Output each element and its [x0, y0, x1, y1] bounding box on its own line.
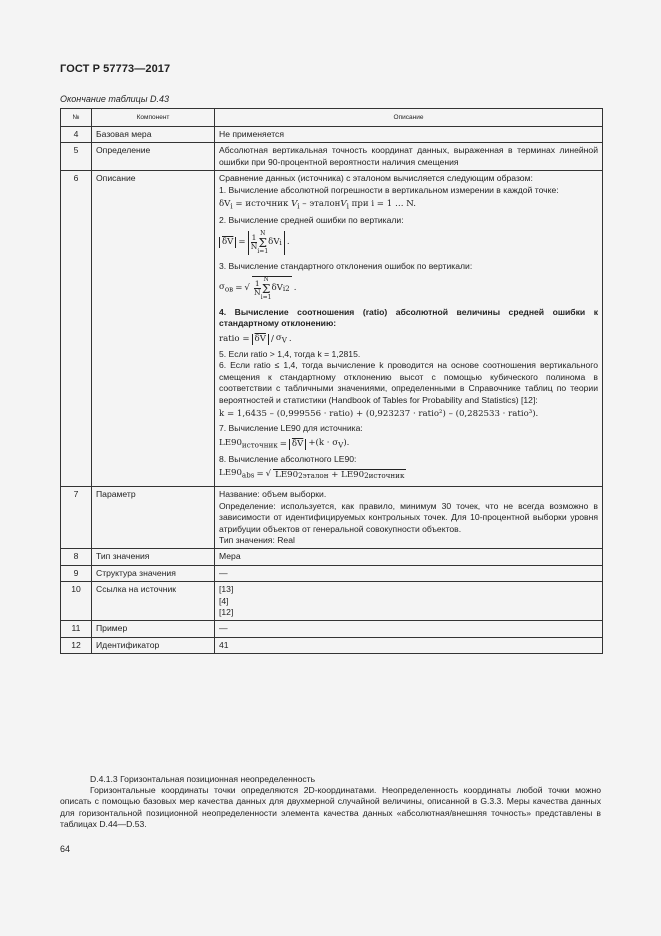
table-row	[61, 171, 603, 487]
row-component: Структура значения	[92, 565, 215, 581]
table-row	[61, 143, 603, 171]
table-row	[61, 621, 603, 637]
algo-step-2: 2. Вычисление средней ошибки по вертикали:	[219, 215, 404, 226]
param-type: Тип значения: Real	[219, 535, 295, 546]
table-header-row	[61, 109, 603, 127]
table-row	[61, 487, 603, 549]
table-caption: Окончание таблицы D.43	[60, 94, 169, 104]
algo-step-3: 3. Вычисление стандартного отклонения ошибок по вертикали:	[219, 260, 473, 271]
row-component: Описание	[92, 171, 215, 487]
algo-step-7: 7. Вычисление LE90 для источника:	[219, 423, 363, 434]
row-num: 5	[61, 143, 92, 171]
section-heading: D.4.1.3 Горизонтальная позиционная неопределенность	[90, 774, 316, 784]
param-name: Название: объем выборки.	[219, 489, 327, 500]
table-row	[61, 549, 603, 565]
section-text	[60, 774, 601, 830]
row-num: 6	[61, 171, 92, 487]
row-description-refs	[215, 582, 603, 621]
header-num: №	[61, 109, 92, 127]
table-row	[61, 565, 603, 581]
standard-header: ГОСТ Р 57773—2017	[60, 63, 171, 75]
ref-item: [13]	[219, 584, 234, 595]
row-component: Идентификатор	[92, 637, 215, 653]
row-description: Не применяется	[215, 127, 603, 143]
algo-step-4: 4. Вычисление соотношения (ratio) абсолютной величины средней ошибки к стандартному отклонению:	[219, 306, 598, 329]
section-paragraph: Горизонтальные координаты точки определяются 2D-координатами. Неопределенность координаты любой точки можно описать с помощью базовых мер качества данных для двухмерной случайной величины, описанной в G.3.3. Меры качества данных для горизонтальной позиционной неопределенности элемента качества данных «абсолютная/внешняя точность» представлены в таблицах D.44—D.53.	[60, 785, 601, 829]
param-definition: Определение: используется, как правило, минимум 30 точек, что не всегда возможно в зависимости от идентифицируемых контрольных точек. Для 10-процентной выборки уровня атрибуции объектов от генеральной совокупности объектов.	[219, 500, 598, 534]
row-num: 9	[61, 565, 92, 581]
row-num: 11	[61, 621, 92, 637]
page-number: 64	[60, 844, 71, 854]
formula-6: k = 1,6435 – (0,999556 · ratio) + (0,923237 · ratio²) – (0,282533 · ratio³).	[219, 408, 539, 419]
formula-2: $\overline{\delta V}$ = $\frac{1}{N}$ N Σ i=1 δV i .	[219, 231, 598, 255]
row-component: Определение	[92, 143, 215, 171]
formula-4: ratio = $\overline{\delta V}$ / $\sigma_V$ .	[219, 332, 292, 345]
row-description	[215, 487, 603, 549]
algo-intro: Сравнение данных (источника) с эталоном вычисляется следующим образом:	[219, 173, 533, 184]
formula-8: $LE90_{abs}$ = √ LE90 2 эталон + LE90 2 источник	[219, 468, 405, 480]
row-num: 7	[61, 487, 92, 549]
row-description: 41	[215, 637, 603, 653]
table-row	[61, 582, 603, 621]
algo-step-6: 6. Если ratio ≤ 1,4, тогда вычисление k проводится на основе соотношения вертикального смещения к стандартному отклонению высот с помощью кубического полинома в соответствии с табличными значениями, определенными в Справочнике таблиц по теории вероятностей и статистики (Handbook of Tables for Probability and Statistics) [12]:	[219, 360, 598, 405]
ref-item: [4]	[219, 595, 229, 606]
row-component: Параметр	[92, 487, 215, 549]
row-component: Тип значения	[92, 549, 215, 565]
row-num: 12	[61, 637, 92, 653]
row-description: —	[215, 621, 603, 637]
algo-step-1: 1. Вычисление абсолютной погрешности в вертикальном измерении в каждой точке:	[219, 184, 559, 195]
table-d43	[60, 108, 603, 654]
header-component: Компонент	[92, 109, 215, 127]
row-num: 4	[61, 127, 92, 143]
algo-step-8: 8. Вычисление абсолютного LE90:	[219, 453, 357, 464]
row-num: 8	[61, 549, 92, 565]
ref-item: [12]	[219, 607, 234, 618]
row-num: 10	[61, 582, 92, 621]
row-description-algorithm	[215, 171, 603, 487]
table-row	[61, 127, 603, 143]
row-component: Пример	[92, 621, 215, 637]
row-description: Мера	[215, 549, 603, 565]
formula-1: $\delta V_i$ = источник $V_i$ – эталонV$_i$ при i = 1 … N.	[219, 199, 416, 211]
row-component: Базовая мера	[92, 127, 215, 143]
algo-step-5: 5. Если ratio > 1,4, тогда k = 1,2815.	[219, 348, 361, 359]
formula-3: $\sigma_{ов}$ = √ $\frac{1}{N}$ N Σ i=1 δV i 2 .	[219, 275, 297, 301]
row-description: Абсолютная вертикальная точность координат данных, выраженная в терминах линейной ошибки при 90-процентной вероятности наличия смещения	[215, 143, 603, 171]
formula-7: $LE90_{источник}$ = $\overline{\delta V}$ $+(k \cdot \sigma_V)$.	[219, 437, 350, 450]
row-component: Ссылка на источник	[92, 582, 215, 621]
header-description: Описание	[215, 109, 603, 127]
table-row	[61, 637, 603, 653]
row-description: —	[215, 565, 603, 581]
